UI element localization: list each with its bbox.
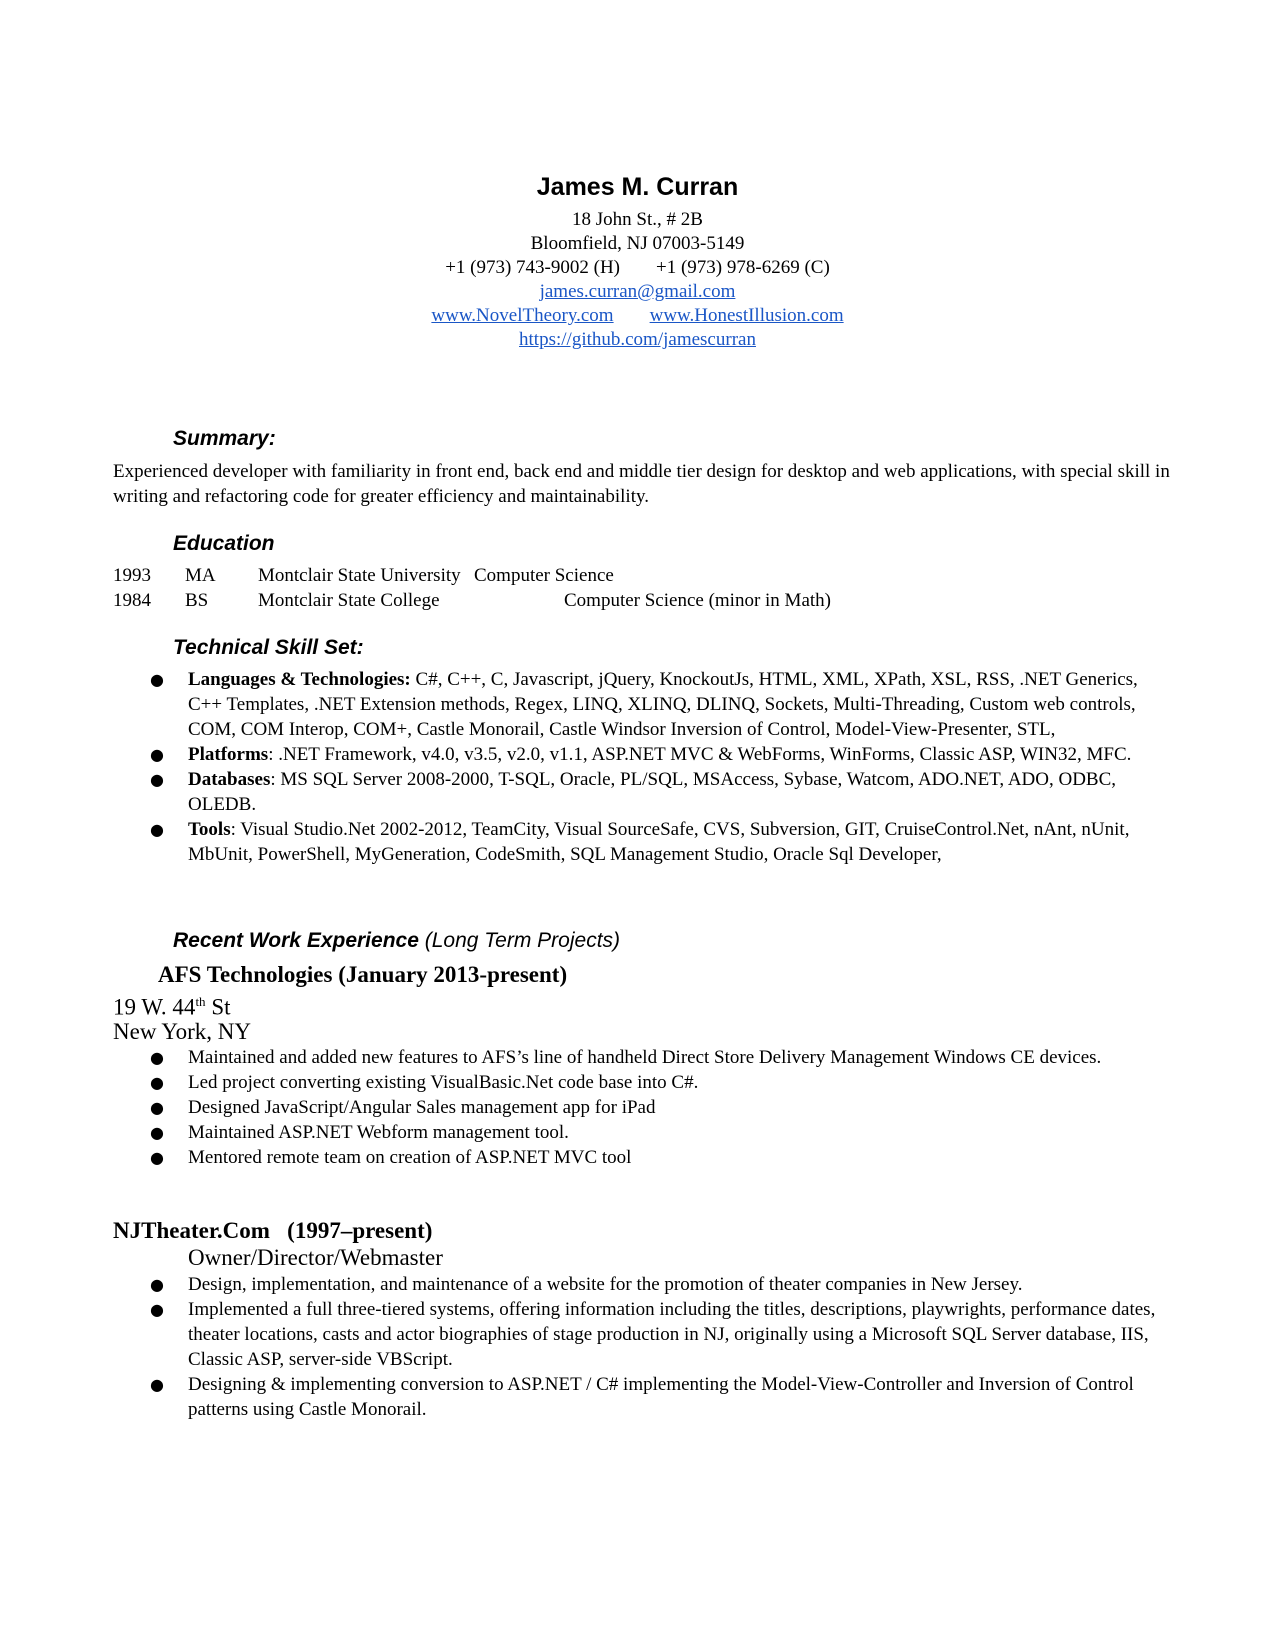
education-field: Computer Science (minor in Math): [564, 590, 831, 611]
education-school: Montclair State College: [258, 590, 440, 611]
websites-line: [0, 304, 1275, 328]
njtheater-role: Owner/Director/Webmaster: [188, 1245, 443, 1270]
duty-text: Design, implementation, and maintenance of a website for the promotion of theater companies in New Jersey.: [188, 1274, 1023, 1295]
list-item: ● Databases: MS SQL Server 2008-2000, T-SQL, Oracle, PL/SQL, MSAccess, Sybase, Watcom, ADO.NET, ADO, ODBC, OLEDB.: [150, 769, 1117, 815]
afs-street-sup: th: [195, 994, 206, 1009]
phone-cell: +1 (973) 978-6269 (C): [656, 257, 830, 278]
skill-text: : MS SQL Server 2008-2000, T-SQL, Oracle, PL/SQL, MSAccess, Sybase, Watcom, ADO.NET, ADO, ODBC, OLEDB.: [188, 769, 1117, 815]
list-item: ● Design, implementation, and maintenance of a website for the promotion of theater companies in New Jersey.: [150, 1274, 1023, 1295]
skill-label: Tools: [188, 819, 231, 840]
github-link[interactable]: https://github.com/jamescurran: [519, 329, 756, 350]
list-item: ● Platforms: .NET Framework, v4.0, v3.5, v2.0, v1.1, ASP.NET MVC & WebForms, WinForms, Classic ASP, WIN32, MFC.: [150, 744, 1132, 765]
summary-text: Experienced developer with familiarity in front end, back end and middle tier design for desktop and web applications, with special skill in writing and refactoring code for greater efficiency and maintainability.: [113, 461, 1170, 507]
candidate-name: James M. Curran: [536, 173, 739, 201]
education-degree: BS: [185, 590, 209, 611]
skill-label: Languages & Technologies:: [188, 669, 411, 690]
address-line-1: 18 John St., # 2B: [572, 209, 703, 230]
duty-text: Designed JavaScript/Angular Sales management app for iPad: [188, 1097, 656, 1118]
njtheater-job-title: NJTheater.Com (1997–present): [113, 1218, 433, 1243]
education-year: 1984: [113, 590, 151, 611]
list-item: ● Mentored remote team on creation of ASP.NET MVC tool: [150, 1147, 632, 1168]
afs-street-post: St: [205, 994, 231, 1020]
afs-job-title: AFS Technologies (January 2013-present): [158, 962, 568, 987]
experience-heading-text: Recent Work Experience: [173, 929, 419, 952]
skill-text: : .NET Framework, v4.0, v3.5, v2.0, v1.1, ASP.NET MVC & WebForms, WinForms, Classic ASP, WIN32, MFC.: [268, 744, 1132, 765]
resume-header: [0, 172, 1275, 352]
duty-text: Maintained ASP.NET Webform management tool.: [188, 1122, 569, 1143]
skill-text: C#, C++, C, Javascript, jQuery, KnockoutJs, HTML, XML, XPath, XSL, RSS, .NET Generics, C++ Templates, .NET Extension methods, Regex, LINQ, XLINQ, DLINQ, Sockets, Multi-Threading, Custom web controls, COM, COM Interop, COM+, Castle Monorail, Castle Windsor Inversion of Control, Model-View-Presenter, STL,: [188, 669, 1138, 740]
duty-text: Designing & implementing conversion to ASP.NET / C# implementing the Model-View-Controller and Inversion of Control patterns using Castle Monorail.: [188, 1374, 1134, 1420]
education-heading: Education: [173, 532, 275, 555]
afs-street-pre: 19 W. 44: [113, 994, 196, 1020]
phone-line: [0, 256, 1275, 280]
list-item: ● Designed JavaScript/Angular Sales management app for iPad: [150, 1097, 656, 1118]
address-line-2: Bloomfield, NJ 07003-5149: [530, 233, 745, 254]
summary-heading: Summary:: [173, 427, 276, 450]
email-link[interactable]: james.curran@gmail.com: [539, 281, 736, 302]
education-year: 1993: [113, 565, 151, 586]
skill-label: Platforms: [188, 744, 269, 765]
honest-illusion-link[interactable]: www.HonestIllusion.com: [649, 305, 844, 326]
list-item: ● Implemented a full three-tiered systems, offering information including the titles, descriptions, playwrights, performance dates, theater locations, casts and actor biographies of stage production in NJ, originally using a Microsoft SQL Server database, IIS, Classic ASP, server-side VBScript.: [150, 1299, 1156, 1370]
education-field: Computer Science: [474, 565, 614, 586]
skill-label: Databases: [188, 769, 271, 790]
list-item: ● Languages & Technologies: C#, C++, C, Javascript, jQuery, KnockoutJs, HTML, XML, XPath, XSL, RSS, .NET Generics, C++ Templates, .NET Extension methods, Regex, LINQ, XLINQ, DLINQ, Sockets, Multi-Threading, Custom web controls, COM, COM Interop, COM+, Castle Monorail, Castle Windsor Inversion of Control, Model-View-Presenter, STL,: [150, 669, 1138, 740]
skills-list: [0, 667, 1163, 867]
duty-text: Mentored remote team on creation of ASP.NET MVC tool: [188, 1147, 632, 1168]
list-item: ● Tools: Visual Studio.Net 2002-2012, TeamCity, Visual SourceSafe, CVS, Subversion, GIT, CruiseControl.Net, nAnt, nUnit, MbUnit, PowerShell, MyGeneration, CodeSmith, SQL Management Studio, Oracle Sql Developer,: [150, 819, 1130, 865]
novel-theory-link[interactable]: www.NovelTheory.com: [431, 305, 614, 326]
list-item: ● Maintained and added new features to AFS’s line of handheld Direct Store Delivery Management Windows CE devices.: [150, 1047, 1102, 1068]
list-item: ● Maintained ASP.NET Webform management tool.: [150, 1122, 569, 1143]
education-school: Montclair State University: [258, 565, 461, 586]
njtheater-duties-list: [0, 1272, 1163, 1422]
email-line: [0, 280, 1275, 304]
duty-text: Led project converting existing VisualBasic.Net code base into C#.: [188, 1072, 699, 1093]
education-degree: MA: [185, 565, 216, 586]
afs-city: New York, NY: [113, 1019, 252, 1044]
duty-text: Implemented a full three-tiered systems, offering information including the titles, descriptions, playwrights, performance dates, theater locations, casts and actor biographies of stage production in NJ, originally using a Microsoft SQL Server database, IIS, Classic ASP, server-side VBScript.: [188, 1299, 1156, 1370]
afs-duties-list: [0, 1045, 1163, 1170]
list-item: ● Designing & implementing conversion to ASP.NET / C# implementing the Model-View-Controller and Inversion of Control patterns using Castle Monorail.: [150, 1374, 1134, 1420]
list-item: ● Led project converting existing VisualBasic.Net code base into C#.: [150, 1072, 699, 1093]
phone-home: +1 (973) 743-9002 (H): [445, 257, 621, 278]
skills-heading: Technical Skill Set:: [173, 636, 364, 659]
github-line: [0, 328, 1275, 352]
experience-heading-note: (Long Term Projects): [418, 929, 621, 952]
experience-heading: [173, 928, 620, 954]
skill-text: : Visual Studio.Net 2002-2012, TeamCity, Visual SourceSafe, CVS, Subversion, GIT, CruiseControl.Net, nAnt, nUnit, MbUnit, PowerShell, MyGeneration, CodeSmith, SQL Management Studio, Oracle Sql Developer,: [188, 819, 1130, 865]
duty-text: Maintained and added new features to AFS’s line of handheld Direct Store Delivery Management Windows CE devices.: [188, 1047, 1102, 1068]
